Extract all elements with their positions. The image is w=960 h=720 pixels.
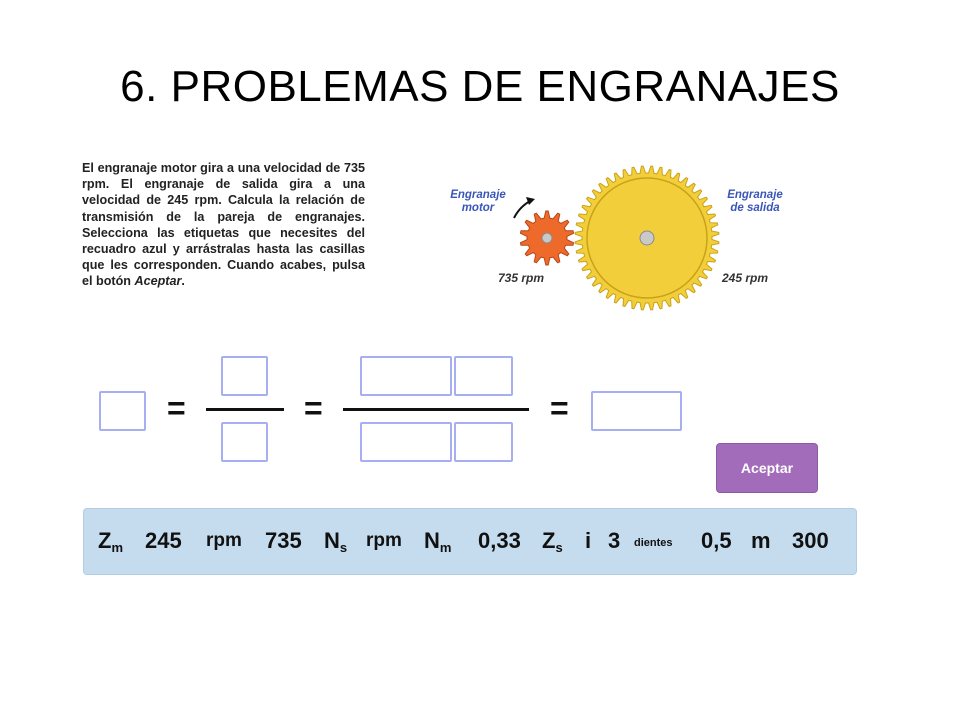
gears-illustration: [440, 150, 800, 325]
tag-n-s-sub: s: [339, 540, 348, 555]
tag-i[interactable]: i: [585, 528, 592, 553]
equals-sign-1: =: [167, 390, 186, 426]
motor-label-line2: motor: [461, 202, 495, 214]
tag-z-s-main: Z: [542, 528, 556, 553]
motor-gear-label: [446, 189, 510, 215]
tag-n-m-sub: m: [439, 540, 452, 555]
drop-box-result-symbol[interactable]: [99, 391, 146, 431]
instructions-end: .: [181, 274, 185, 289]
output-gear-axle: [640, 231, 654, 245]
drop-box-denominator-2-unit[interactable]: [454, 422, 513, 462]
motor-speed-label: 735 rpm: [498, 271, 545, 285]
tag-m[interactable]: m: [751, 528, 771, 553]
output-gear-label: [720, 189, 790, 215]
drop-box-denominator-2-value[interactable]: [360, 422, 452, 462]
motor-gear-axle: [542, 233, 552, 243]
output-gear: [575, 166, 719, 310]
tag-rpm-1[interactable]: rpm: [206, 530, 242, 551]
fraction-line-2: [343, 408, 529, 411]
drop-box-numerator-1[interactable]: [221, 356, 268, 396]
motor-gear: [520, 211, 573, 265]
fraction-line-1: [206, 408, 284, 411]
tag-0-33[interactable]: 0,33: [478, 528, 521, 553]
drop-box-final-result[interactable]: [591, 391, 682, 431]
tag-n-s[interactable]: [324, 528, 347, 561]
gear-diagram: [440, 150, 800, 325]
drop-box-numerator-2-value[interactable]: [360, 356, 452, 396]
motor-label-line1: Engranaje: [450, 189, 506, 201]
tag-z-s[interactable]: [542, 528, 563, 561]
tag-300[interactable]: 300: [792, 528, 829, 553]
output-label-line1: Engranaje: [727, 189, 783, 201]
tag-n-m-main: N: [424, 528, 440, 553]
slide-title: 6. PROBLEMAS DE ENGRANAJES: [120, 62, 840, 111]
tag-z-m[interactable]: [98, 528, 123, 561]
output-label-line2: de salida: [730, 202, 780, 214]
accept-button[interactable]: Aceptar: [716, 443, 818, 493]
tag-dientes[interactable]: dientes: [634, 537, 673, 549]
output-speed-label: 245 rpm: [722, 271, 769, 285]
instructions-text: [82, 160, 365, 290]
tag-z-m-main: Z: [98, 528, 112, 553]
tag-735[interactable]: 735: [265, 528, 302, 553]
tag-tray: [83, 508, 857, 575]
instructions-body: El engranaje motor gira a una velocidad de 735 rpm. El engranaje de salida gira a una velocidad de 245 rpm. Calcula la relación de transmisión de la pareja de engranajes. Selecciona las etiquetas que necesites del recuadro azul y arrástralas hasta las casillas que les corresponden. Cuando acabes, pulsa el botón: [82, 161, 365, 289]
tag-z-m-sub: m: [111, 540, 124, 555]
tag-3[interactable]: 3: [608, 528, 621, 553]
tag-rpm-2[interactable]: rpm: [366, 530, 402, 551]
equals-sign-2: =: [304, 390, 323, 426]
equals-sign-3: =: [550, 390, 569, 426]
drop-box-numerator-2-unit[interactable]: [454, 356, 513, 396]
tag-245[interactable]: 245: [145, 528, 182, 553]
tag-n-s-main: N: [324, 528, 340, 553]
instructions-accept-word: Aceptar: [134, 274, 182, 289]
tag-0-5[interactable]: 0,5: [701, 528, 732, 553]
drop-box-denominator-1[interactable]: [221, 422, 268, 462]
tag-n-m[interactable]: [424, 528, 451, 561]
tag-z-s-sub: s: [555, 540, 563, 555]
